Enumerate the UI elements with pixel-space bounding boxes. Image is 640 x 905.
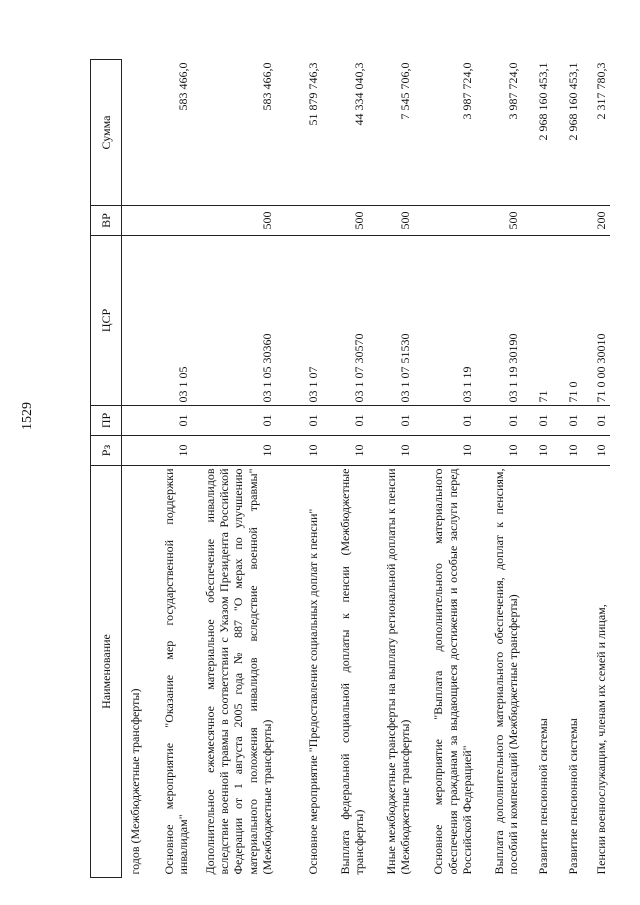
column-divider — [90, 405, 610, 406]
row-name: Основное мероприятие "Предоставление социальных доплат к пенсии" — [306, 508, 321, 875]
table-row — [524, 60, 554, 878]
row-pr: 01 — [566, 414, 581, 427]
row-rz: 10 — [176, 444, 191, 457]
row-sum: 583 466,0 — [176, 62, 191, 111]
table-row — [122, 60, 146, 878]
row-csr: 03 1 19 30190 — [506, 333, 521, 403]
row-pr: 01 — [594, 414, 609, 427]
row-sum: 2 968 160 453,1 — [566, 62, 581, 141]
row-sum: 7 545 706,0 — [398, 62, 413, 120]
table-row — [478, 60, 524, 878]
header-sum: Сумма — [91, 60, 122, 206]
row-pr: 01 — [306, 414, 321, 427]
table-row — [194, 60, 278, 878]
table-row — [584, 60, 612, 878]
row-vr — [146, 206, 194, 236]
row-sum: 3 987 724,0 — [506, 62, 521, 120]
row-vr — [416, 206, 478, 236]
row-rz: 10 — [506, 444, 521, 457]
row-csr: 03 1 05 30360 — [260, 333, 275, 403]
row-pr: 01 — [536, 414, 551, 427]
row-csr: 03 1 05 — [176, 366, 191, 403]
table-header-row — [91, 60, 122, 878]
row-pr: 01 — [460, 414, 475, 427]
row-vr — [554, 206, 584, 236]
row-name: Пенсии военнослужащим, членам их семей и лицам, — [594, 604, 609, 875]
row-sum: 3 987 724,0 — [460, 62, 475, 120]
row-csr: 71 0 — [566, 381, 581, 403]
table-row — [324, 60, 370, 878]
page-number: 1529 — [20, 402, 35, 430]
row-rz: 10 — [352, 444, 367, 457]
row-rz: 10 — [398, 444, 413, 457]
header-csr: ЦСР — [91, 236, 122, 406]
row-name: годов (Межбюджетные трансферты) — [128, 688, 143, 875]
row-name: Выплата федеральной социальной доплаты к пенсии (Межбюджетные трансферты) — [337, 468, 367, 875]
row-name: Иные межбюджетные трансферты на выплату региональной доплаты к пенсии (Межбюджетные трансферты) — [383, 468, 413, 875]
row-name: Основное мероприятие "Выплата дополнительного материального обеспечения гражданам за выдающиеся достижения и особые заслуги перед Российской Федерацией" — [431, 468, 475, 875]
row-rz: 10 — [306, 444, 321, 457]
table-row — [146, 60, 194, 878]
row-pr: 01 — [398, 414, 413, 427]
row-rz — [122, 436, 146, 466]
budget-table-rotated — [90, 60, 610, 878]
row-sum: 44 334 040,3 — [352, 62, 367, 126]
row-pr: 01 — [260, 414, 275, 427]
row-vr: 500 — [398, 211, 413, 230]
row-csr — [122, 236, 146, 406]
table-row — [278, 60, 324, 878]
row-name: Дополнительное ежемесячное материальное обеспечение инвалидов вследствие военной травмы в соответствии с Указом Президента Российской Федерации от 1 августа 2005 года № 887 "О мерах по улучшению материального положения инвалидов вследствие военной травмы" (Межбюджетные трансферты) — [202, 468, 275, 875]
table-row — [370, 60, 416, 878]
row-sum: 2 317 780,3 — [594, 62, 609, 120]
row-vr — [122, 206, 146, 236]
row-csr: 71 — [536, 390, 551, 403]
row-pr — [122, 406, 146, 436]
row-vr: 200 — [594, 211, 609, 230]
row-vr: 500 — [260, 211, 275, 230]
row-name: Выплата дополнительного материального обеспечения, доплат к пенсиям, пособий и компенсаций (Межбюджетные трансферты) — [491, 468, 521, 875]
row-rz: 10 — [260, 444, 275, 457]
row-csr: 03 1 07 — [306, 366, 321, 403]
row-vr: 500 — [506, 211, 521, 230]
row-csr: 03 1 07 51530 — [398, 333, 413, 403]
row-name: Основное мероприятие "Оказание мер государственной поддержки инвалидам" — [161, 468, 191, 875]
row-csr: 03 1 07 30570 — [352, 333, 367, 403]
row-rz: 10 — [594, 444, 609, 457]
row-name: Развитие пенсионной системы — [566, 718, 581, 875]
column-divider — [90, 205, 610, 206]
row-pr: 01 — [506, 414, 521, 427]
row-rz: 10 — [460, 444, 475, 457]
row-sum: 583 466,0 — [260, 62, 275, 111]
header-vr: ВР — [91, 206, 122, 236]
row-vr — [278, 206, 324, 236]
column-divider — [90, 465, 610, 466]
row-csr: 03 1 19 — [460, 366, 475, 403]
row-csr: 71 0 00 30010 — [594, 333, 609, 403]
row-vr: 500 — [352, 211, 367, 230]
row-sum — [122, 60, 146, 206]
row-sum: 2 968 160 453,1 — [536, 62, 551, 141]
table-row — [416, 60, 478, 878]
row-name: Развитие пенсионной системы — [536, 718, 551, 875]
header-name: Наименование — [91, 466, 122, 878]
row-pr: 01 — [176, 414, 191, 427]
row-rz: 10 — [566, 444, 581, 457]
row-pr: 01 — [352, 414, 367, 427]
row-sum: 51 879 746,3 — [306, 62, 321, 126]
table-row — [554, 60, 584, 878]
row-vr — [524, 206, 554, 236]
budget-table — [90, 59, 612, 878]
row-rz: 10 — [536, 444, 551, 457]
column-divider — [90, 435, 610, 436]
header-pr: ПР — [91, 406, 122, 436]
header-rz: Рз — [91, 436, 122, 466]
column-divider — [90, 235, 610, 236]
